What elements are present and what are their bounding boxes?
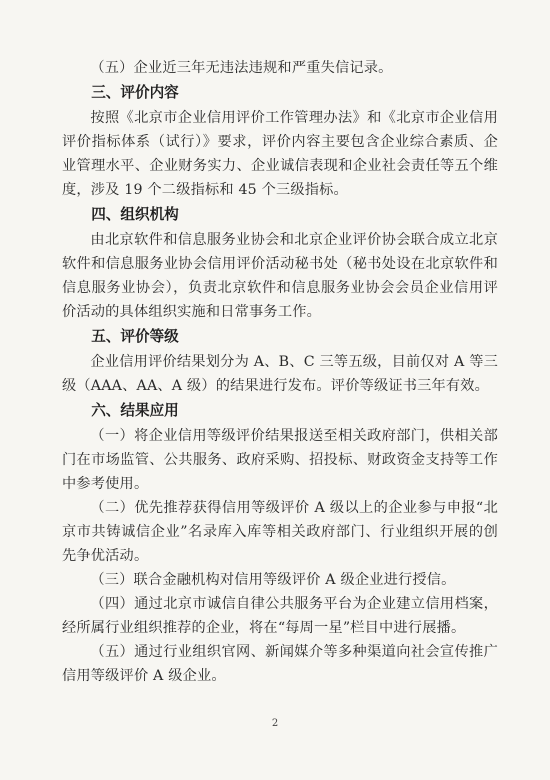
paragraph-item-5-no-violations: （五）企业近三年无违法违规和严重失信记录。	[90, 60, 393, 76]
page-number: 2	[271, 718, 279, 729]
section-heading-organization: 四、组织机构	[91, 206, 179, 223]
paragraph-result-application-5: （五）通过行业组织官网、新闻媒介等多种渠道向社会宣传推广信用等级评价 A 级企业。	[62, 644, 498, 684]
paragraph-evaluation-content: 按照《北京市企业信用评价工作管理办法》和《北京市企业信用评价指标体系（试行）》要求，评价内容主要包含企业综合素质、企业管理水平、企业财务实力、企业诚信表现和企业社会责任等五个维度，涉及 19 个二级指标和 45 个三级指标。	[62, 110, 498, 198]
section-heading-result-application: 六、结果应用	[91, 402, 179, 419]
paragraph-result-application-4: （四）通过北京市诚信自律公共服务平台为企业建立信用档案，经所属行业组织推荐的企业，将在“每周一星”栏目中进行展播。	[62, 596, 498, 636]
paragraph-result-application-1: （一）将企业信用等级评价结果报送至相关政府部门，供相关部门在市场监管、公共服务、政府采购、招投标、财政资金支持等工作中参考使用。	[62, 428, 498, 492]
paragraph-evaluation-grades: 企业信用评价结果划分为 A、B、C 三等五级，目前仅对 A 等三级（AAA、AA、A 级）的结果进行发布。评价等级证书三年有效。	[62, 354, 498, 394]
section-heading-evaluation-grades: 五、评价等级	[91, 328, 179, 345]
section-heading-evaluation-content: 三、评价内容	[91, 84, 179, 101]
paragraph-organization: 由北京软件和信息服务业协会和北京企业评价协会联合成立北京软件和信息服务业协会信用评价活动秘书处（秘书处设在北京软件和信息服务业协会），负责北京软件和信息服务业协会会员企业信用评价活动的具体组织实施和日常事务工作。	[62, 232, 498, 320]
document-page	[62, 56, 498, 688]
paragraph-result-application-2: （二）优先推荐获得信用等级评价 A 级以上的企业参与申报“北京市共铸诚信企业”名录库入库等相关政府部门、行业组织开展的创先争优活动。	[62, 500, 498, 564]
paragraph-result-application-3: （三）联合金融机构对信用等级评价 A 级企业进行授信。	[90, 572, 456, 588]
